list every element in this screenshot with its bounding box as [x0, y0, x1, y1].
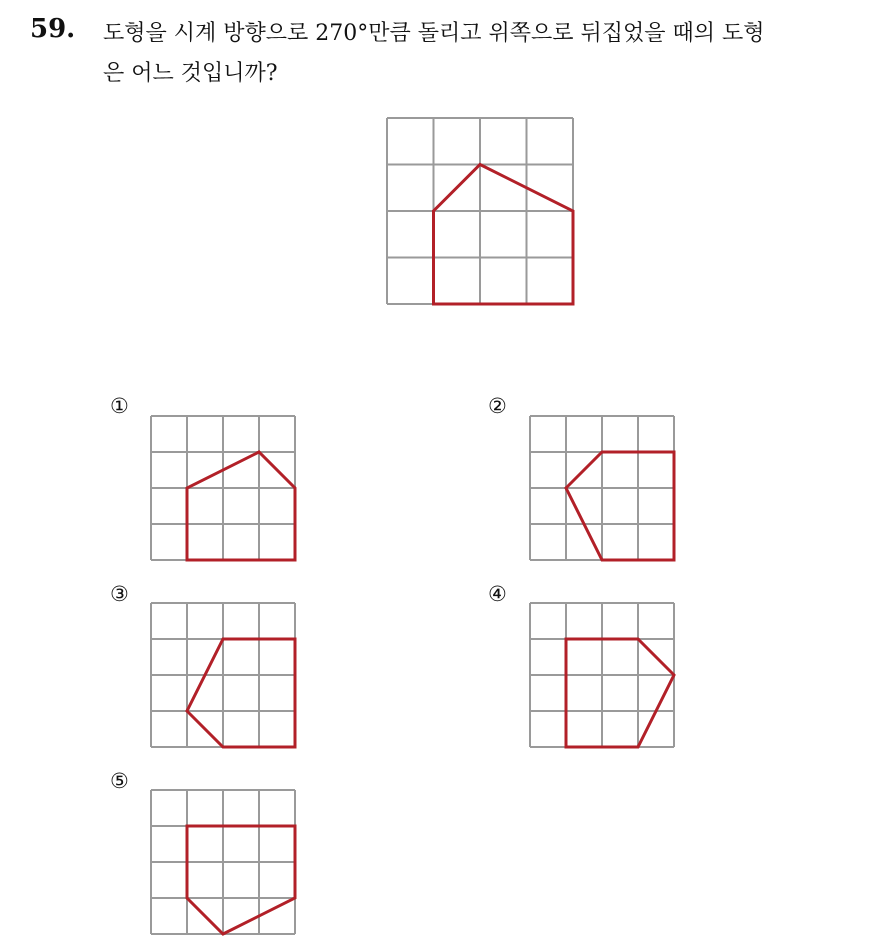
- choice-2-figure[interactable]: [530, 416, 674, 560]
- choice-5-figure[interactable]: [151, 790, 295, 934]
- choice-2-label[interactable]: ②: [488, 394, 507, 418]
- question-number: 59.: [30, 14, 76, 44]
- shape-outline: [566, 452, 674, 560]
- choice-4-label[interactable]: ④: [488, 582, 507, 606]
- choice-1-figure[interactable]: [151, 416, 295, 560]
- shape-outline: [187, 452, 295, 560]
- choice-1-label[interactable]: ①: [110, 394, 129, 418]
- choice-4-figure[interactable]: [530, 603, 674, 747]
- shape-outline: [187, 826, 295, 934]
- question-text-line1: 도형을 시계 방향으로 270°만큼 돌리고 위쪽으로 뒤집었을 때의 도형: [103, 21, 765, 46]
- original-figure: [387, 118, 573, 304]
- shape-outline: [566, 639, 674, 747]
- question-text-line2: 은 어느 것입니까?: [103, 61, 278, 86]
- shape-outline: [187, 639, 295, 747]
- choice-5-label[interactable]: ⑤: [110, 769, 129, 793]
- shape-outline: [434, 165, 574, 305]
- choice-3-figure[interactable]: [151, 603, 295, 747]
- choice-3-label[interactable]: ③: [110, 582, 129, 606]
